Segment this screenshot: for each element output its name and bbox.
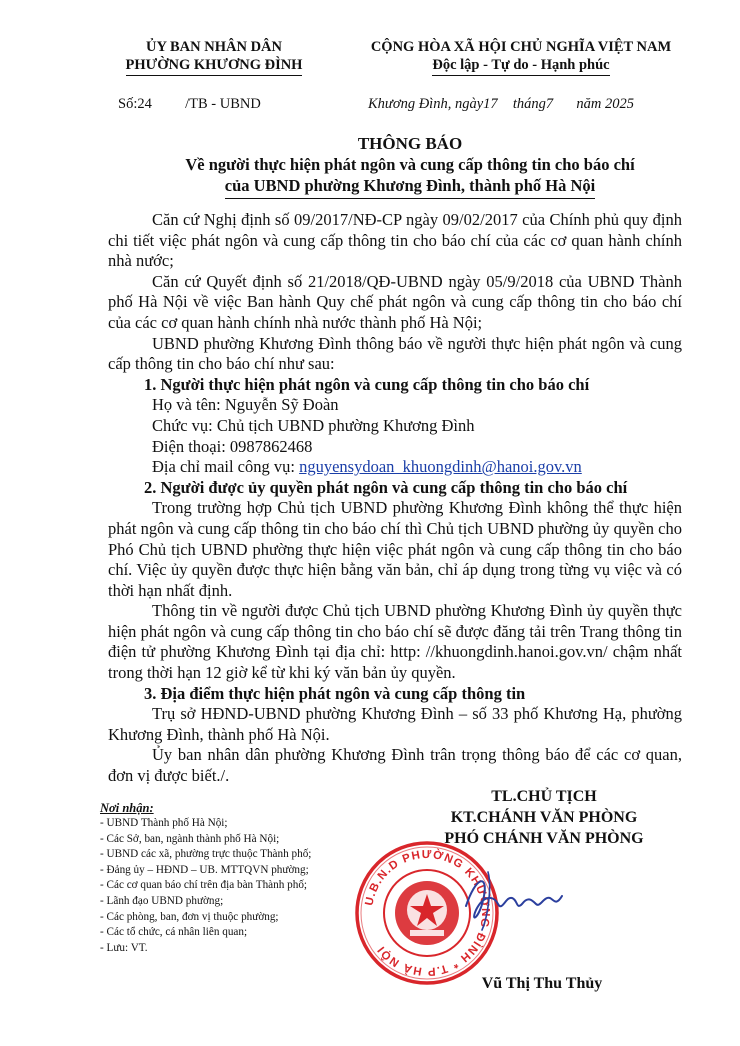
recipient-item: - Các phòng, ban, đơn vị thuộc phường; [100,910,279,923]
stamp-ring-text: U.B.N.D PHƯỜNG KHƯƠNG ĐÌNH * T.P HÀ NỘI [363,848,492,978]
spokesperson-position: Chức vụ: Chủ tịch UBND phường Khương Đình [152,415,475,435]
signature-scribble-icon [458,866,568,936]
section-3-heading: 3. Địa điểm thực hiện phát ngôn và cung cấp thông tin [144,683,526,703]
spokesperson-phone: Điện thoại: 0987862468 [152,436,313,456]
recipient-item: - Đảng ủy – HĐND – UB. MTTQVN phường; [100,863,309,876]
handwritten-signature [458,866,568,941]
org-line-2: PHƯỜNG KHƯƠNG ĐÌNH [126,56,303,76]
recipient-item: - Lãnh đạo UBND phường; [100,894,224,907]
section-2-paragraph-2: Thông tin về người được Chủ tịch UBND phường Khương Đình ủy quyền thực hiện phát ngôn và cung cấp thông tin cho báo chí sẽ được đăng tải trên Trang thông tin điện tử phường Khương Đình tại địa chỉ: http: //khuongdinh.hanoi.gov.vn/ chậm nhất trong thời hạn 12 giờ kể từ khi ký văn bản ủy quyền. [108,601,682,683]
document-body [108,210,682,787]
recipient-item: - UBND Thành phố Hà Nội; [100,817,228,829]
recipients-title: Nơi nhận: [100,801,154,815]
issuing-authority [96,38,332,76]
doc-number-label: Số:24 [118,96,152,112]
section-2-paragraph-1: Trong trường hợp Chủ tịch UBND phường Khương Đình không thể thực hiện phát ngôn và cung cấp thông tin cho báo chí thì Chủ tịch UBND phường ủy quyền cho Phó Chủ tịch UBND phường thực hiện việc phát ngôn và cung cấp thông tin cho báo chí. Việc ủy quyền được thực hiện bằng văn bản, chỉ áp dụng trong từng vụ việc và có thời hạn nhất định. [108,498,682,600]
nation-motto: Độc lập - Tự do - Hạnh phúc [432,56,609,76]
title-line-2: Về người thực hiện phát ngôn và cung cấp thông tin cho báo chí [185,155,635,174]
recipient-item: - Các tổ chức, cá nhân liên quan; [100,926,248,939]
document-title [90,133,730,199]
national-title [338,38,704,76]
doc-number-suffix: /TB - UBND [185,96,261,112]
spokesperson-email [108,457,682,478]
section-1-heading: 1. Người thực hiện phát ngôn và cung cấp thông tin cho báo chí [144,374,590,394]
recipient-item: - Các cơ quan báo chí trên địa bàn Thành phố; [100,879,308,892]
legal-basis-1: Căn cứ Nghị định số 09/2017/NĐ-CP ngày 09/02/2017 của Chính phủ quy định chi tiết việc phát ngôn và cung cấp thông tin cho báo chí của các cơ quan hành chính nhà nước; [108,210,682,271]
date-place: Khương Đình, ngày17 [368,96,498,112]
title-line-3: của UBND phường Khương Đình, thành phố Hà Nội [225,175,596,199]
recipient-item: - Các Sở, ban, ngành thành phố Hà Nội; [100,832,280,845]
section-3-paragraph: Trụ sở HĐND-UBND phường Khương Đình – số 33 phố Khương Hạ, phường Khương Đình, thành phố Hà Nội. [108,704,682,744]
intro-paragraph: UBND phường Khương Đình thông báo về người thực hiện phát ngôn và cung cấp thông tin cho báo chí như sau: [108,333,682,374]
date-month: tháng7 [512,96,554,112]
document-number [118,96,263,113]
org-line-1: ỦY BAN NHÂN DÂN [145,39,282,55]
section-2-heading: 2. Người được ủy quyền phát ngôn và cung cấp thông tin cho báo chí [144,477,628,497]
recipients-list [100,800,380,956]
signature-line-1: TL.CHỦ TỊCH [491,788,597,805]
signer-name: Vũ Thị Thu Thủy [481,975,603,992]
signature-line-3: PHÓ CHÁNH VĂN PHÒNG [444,830,644,847]
email-link[interactable]: nguyensydoan_khuongdinh@hanoi.gov.vn [299,457,582,477]
signature-line-2: KT.CHÁNH VĂN PHÒNG [450,809,638,826]
email-label: Địa chỉ mail công vụ: [152,457,300,477]
recipient-item: - UBND các xã, phường trực thuộc Thành phố; [100,848,312,861]
title-line-1: THÔNG BÁO [357,134,463,153]
date-year: năm 2025 [576,96,635,112]
closing-paragraph: Ủy ban nhân dân phường Khương Đình trân trọng thông báo để các cơ quan, đơn vị được biết./. [108,745,682,786]
issue-date [368,96,634,113]
legal-basis-2: Căn cứ Quyết định số 21/2018/QĐ-UBND ngày 05/9/2018 của UBND Thành phố Hà Nội về việc Ban hành Quy chế phát ngôn và cung cấp thông tin cho báo chí của các cơ quan hành chính nhà nước thành phố Hà Nội; [108,271,682,332]
recipient-item: - Lưu: VT. [100,941,148,954]
spokesperson-name: Họ và tên: Nguyễn Sỹ Đoàn [152,395,339,415]
nation-line-1: CỘNG HÒA XÃ HỘI CHỦ NGHĨA VIỆT NAM [370,39,672,55]
